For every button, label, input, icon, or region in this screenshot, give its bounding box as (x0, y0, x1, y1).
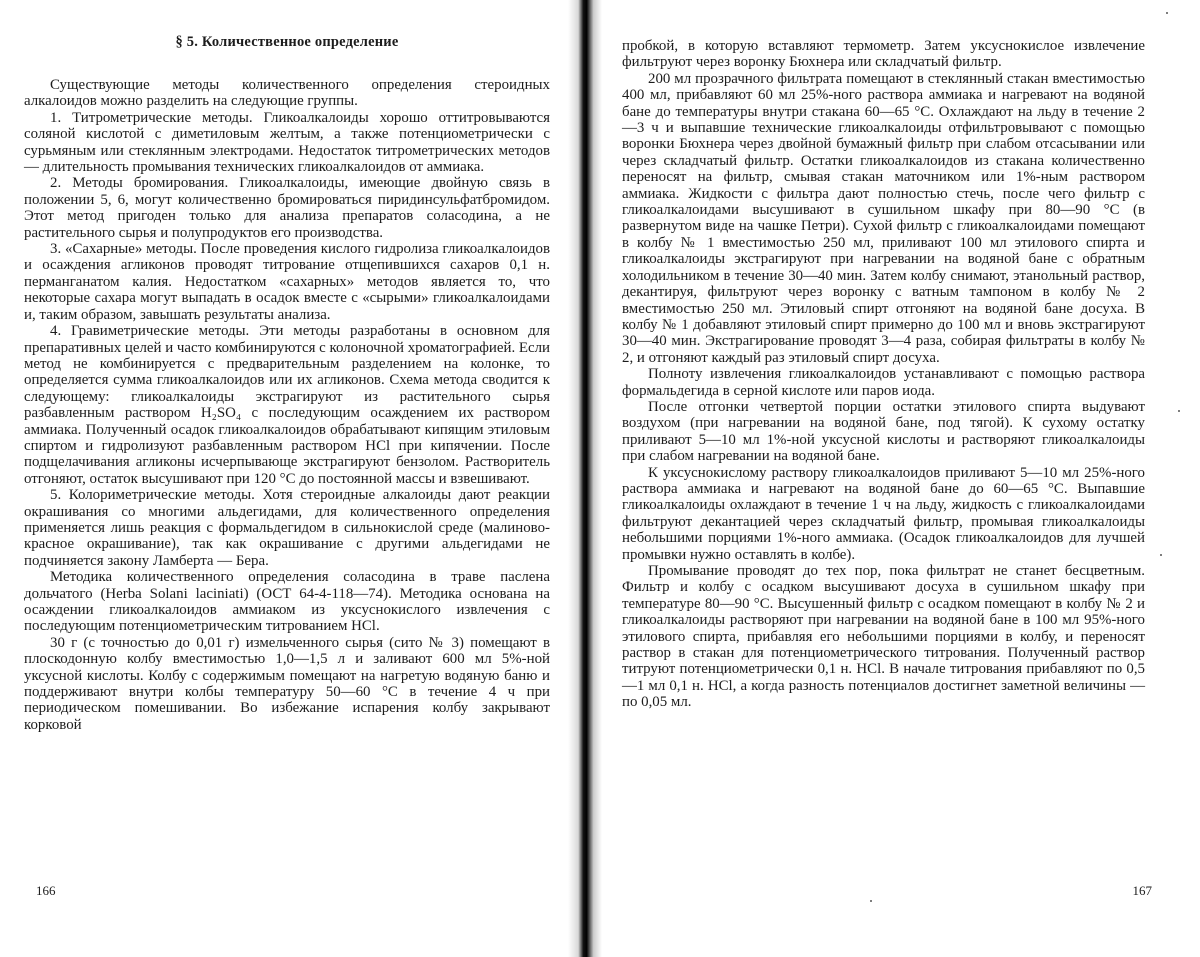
paragraph-ammonia: К уксуснокислому раствору гликоалкалоидов приливают 5—10 мл 25%-ного раствора аммиака и нагревают на водяной бане до 60—65 °C. Выпавшие гликоалкалоиды охлаждают в течение 1 ч на льду, жидкость с гликоалкалоидами фильтруют декантацией через складчатый фильтр, промывая гликоалкалоиды небольшими порциями 1%-ного аммиака. (Осадок гликоалкалоидов для лучшей промывки нужно оставлять в колбе). (622, 464, 1145, 563)
right-page (600, 0, 1200, 957)
paragraph-completeness: Полноту извлечения гликоалкалоидов устанавливают с помощью раствора формальдегида в серной кислоте или паров иода. (622, 366, 1145, 399)
paragraph-titration: Промывание проводят до тех пор, пока фильтрат не станет бесцветным. Фильтр и колбу с осадком высушивают досуха в сушильном шкафу при температуре 80—90 °C. Высушенный фильтр с осадком помещают в колбу № 2 и гликоалкалоиды растворяют при нагревании на водяной бане в 100 мл 95%-ного этилового спирта, прибавляя его небольшими порциями в колбу, и переносят раствор в стакан для потенциометрического титрования. Полученный раствор титруют потенциометрически 0,1 н. HCl. В начале титрования прибавляют по 0,5—1 мл 0,1 н. HCl, а когда разность потенциалов достигнет заметной величины — по 0,05 мл. (622, 563, 1145, 711)
paragraph-sugar: 3. «Сахарные» методы. После проведения кислого гидролиза гликоалкалоидов и осаждения агликонов проводят титрование отщепившихся сахаров 0,1 н. перманганатом калия. Недостатком «сахарных» методов является то, что некоторые сахара могут выпадать в осадок вместе с «сырыми» гликоалкалоидами и, таким образом, завышать результаты анализа. (24, 241, 550, 323)
book-gutter-shadow (568, 0, 602, 957)
scan-speck (1166, 12, 1168, 14)
paragraph-continuation: пробкой, в которую вставляют термометр. Затем уксуснокислое извлечение фильтруют через воронку Бюхнера или складчатый фильтр. (622, 38, 1145, 71)
paragraph-filtrate: 200 мл прозрачного фильтрата помещают в стеклянный стакан вместимостью 400 мл, прибавляют 60 мл 25%-ного раствора аммиака и нагревают на водяной бане до температуры внутри стакана 60—65 °C. Охлаждают на льду в течение 2—3 ч и выпавшие технические гликоалкалоиды отфильтровывают с помощью воронки Бюхнера через двойной бумажный фильтр при слабом отсасывании или через складчатый фильтр. Остатки гликоалкалоидов из стакана количественно переносят на фильтр, смывая стакан маточником или 1%-ным раствором аммиака. Жидкости с фильтра дают полностью стечь, после чего фильтр с гликоалкалоидами высушивают в сушильном шкафу при 80—90 °C (в развернутом виде на чашке Петри). Сухой фильтр с гликоалкалоидами помещают в колбу № 1 вместимостью 250 мл, приливают 100 мл этилового спирта и гликоалкалоиды экстрагируют при нагревании на водяной бане с обратным холодильником в течение 30—40 мин. Затем колбу снимают, этанольный раствор, декантируя, фильтруют через воронку с ватным тампоном в колбу № 2 вместимостью 250 мл. Этиловый спирт отгоняют на водяной бане досуха. В колбу № 1 добавляют этиловый спирт примерно до 100 мл и вновь экстрагируют 30—40 мин. Экстрагирование проводят 3—4 раза, собирая фильтраты в колбу № 2, и отгоняют каждый раз этиловый спирт досуха. (622, 70, 1145, 366)
paragraph-procedure-start: 30 г (с точностью до 0,01 г) измельченного сырья (сито № 3) помещают в плоскодонную колбу вместимостью 1,0—1,5 л и заливают 600 мл 5%-ной уксусной кислоты. Колбу с содержимым помещают на нагретую водяную баню и поддерживают внутри колбы температуру 50—60 °C в течение 4 ч при периодическом помешивании. Во избежание испарения колбу закрывают корковой (24, 634, 550, 733)
left-page (0, 0, 580, 957)
paragraph-intro: Существующие методы количественного определения стероидных алкалоидов можно разделить на следующие группы. (24, 77, 550, 110)
paragraph-method-title: Методика количественного определения соласодина в траве паслена дольчатого (Herba Solani laciniati) (ОСТ 64-4-118—74). Методика основана на осаждении гликоалкалоидов аммиаком из уксуснокислого извлечения с последующим потенциометрическим титрованием HCl. (24, 569, 550, 635)
page-number-right: 167 (1132, 883, 1152, 898)
paragraph-titrometric: 1. Титрометрические методы. Гликоалкалоиды хорошо оттитровываются соляной кислотой с диметиловым желтым, а также потенциометрически с сурьмяным или стеклянным электродами. Недостаток титрометрических методов — длительность промывания технических гликоалкалоидов от аммиака. (24, 109, 550, 176)
paragraph-distillation: После отгонки четвертой порции остатки этилового спирта выдувают воздухом (при нагревании на водяной бане, под тягой). К сухому остатку приливают 5—10 мл 1%-ной уксусной кислоты и растворяют гликоалкалоиды при слабом нагревании на водяной бане. (622, 398, 1145, 465)
scan-speck (1178, 410, 1180, 412)
paragraph-colorimetric: 5. Колориметрические методы. Хотя стероидные алкалоиды дают реакции окрашивания со многими альдегидами, для количественного определения применяется лишь реакция с формальдегидом в сильнокислой среде (малиново-красное окрашивание), так как окрашивание с другими альдегидами не подчиняется закону Ламберта — Бера. (24, 487, 550, 569)
paragraph-bromination: 2. Методы бромирования. Гликоалкалоиды, имеющие двойную связь в положении 5, 6, могут количественно бромироваться пиридинсульфатбромидом. Этот метод пригоден только для анализа препаратов соласодина, а не растительного сырья и полупродуктов его производства. (24, 175, 550, 241)
section-heading: § 5. Количественное определение (175, 34, 399, 50)
page-number-left: 166 (36, 883, 56, 898)
paragraph-gravimetric: 4. Гравиметрические методы. Эти методы разработаны в основном для препаративных целей и часто комбинируются с колоночной хроматографией. Если метод не комбинируется с предварительным разделением на колонке, то определяется сумма гликоалкалоидов или их агликонов. Схема метода сводится к следующему: гликоалкалоиды экстрагируют из растительного сырья разбавленным раствором H₂SO₄ с последующим осаждением их раствором аммиака. Полученный осадок гликоалкалоидов обрабатывают кипящим этиловым спиртом и гидролизуют разбавленным раствором HCl при кипячении. После подщелачивания агликоны исчерпывающе экстрагируют бензолом. Растворитель отгоняют, остаток высушивают при 120 °C до постоянной массы и взвешивают. (24, 323, 550, 487)
scan-speck (870, 900, 872, 902)
scan-speck (1160, 554, 1162, 556)
